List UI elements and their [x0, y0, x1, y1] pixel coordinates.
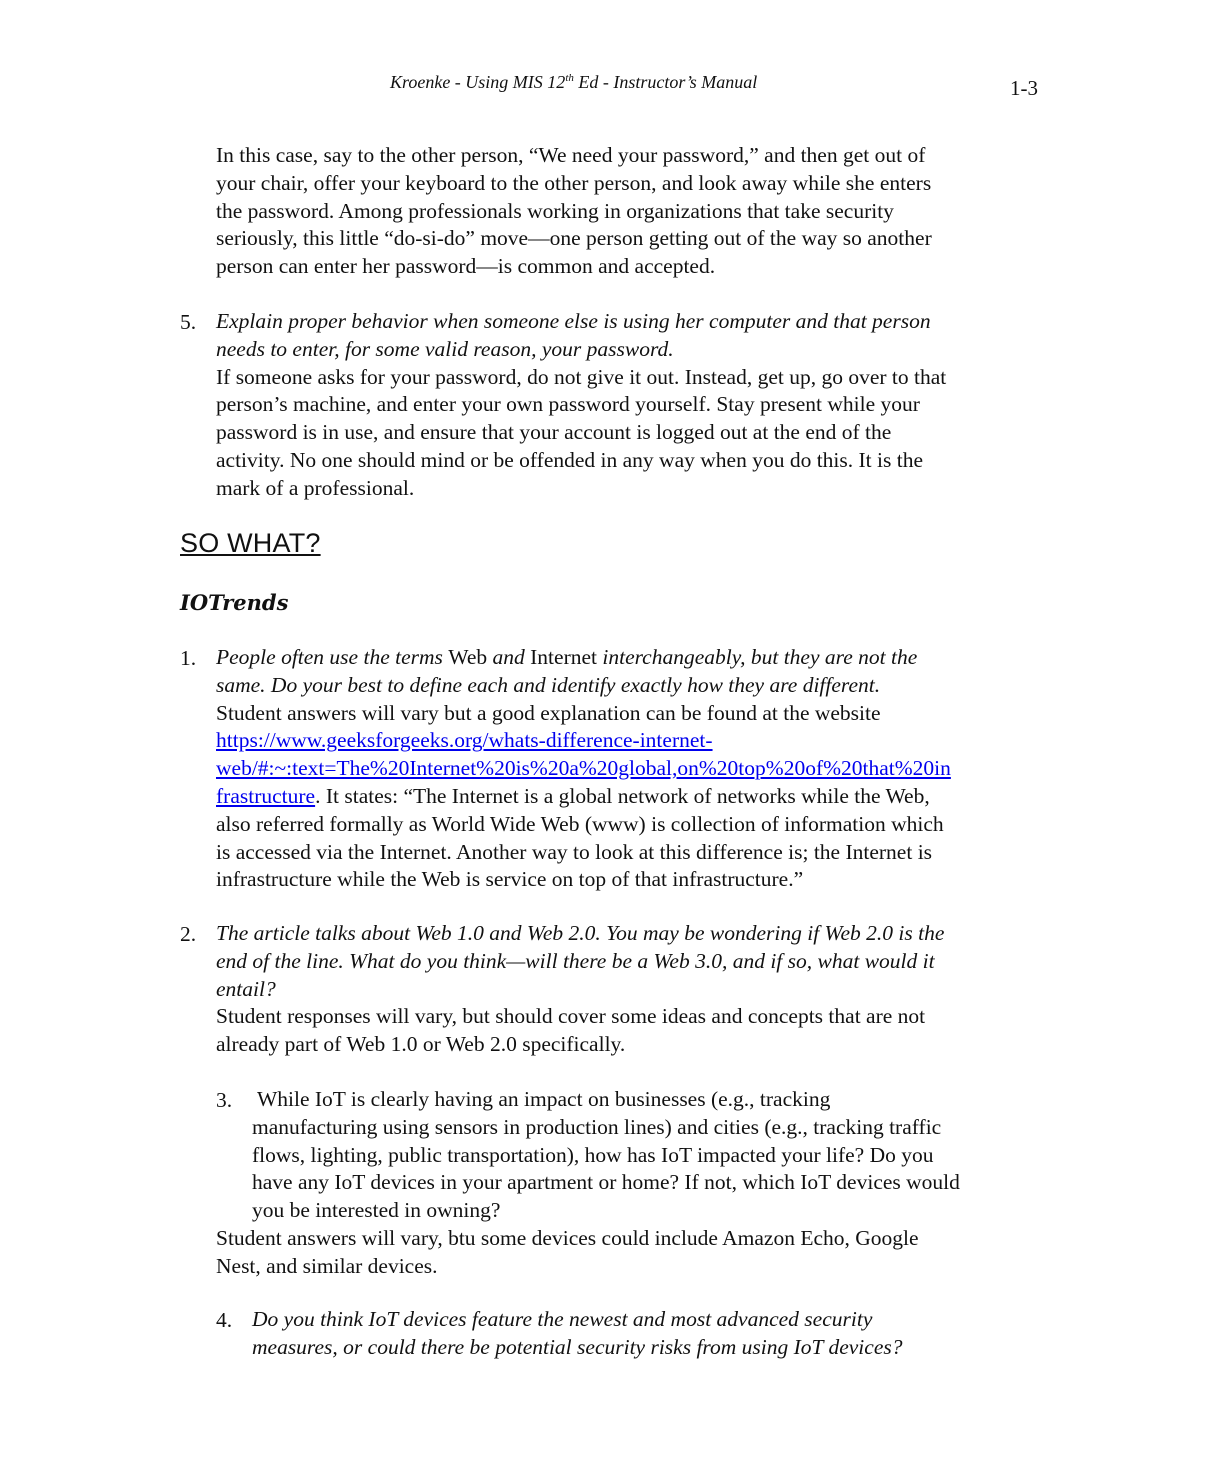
question-line: you be interested in owning?	[252, 1198, 501, 1223]
header-title-text: Kroenke - Using MIS 12	[390, 72, 566, 92]
question-text: interchangeably, but they are not the	[597, 645, 918, 669]
question-line: entail?	[216, 976, 276, 1001]
answer-line: person’s machine, and enter your own password yourself. Stay present while your	[216, 392, 920, 417]
section-heading: SO WHAT?	[180, 528, 321, 558]
answer-line: infrastructure while the Web is service on top of that infrastructure.”	[216, 867, 804, 892]
answer-line: Student answers will vary but a good explanation can be found at the website	[216, 700, 881, 725]
answer-line: password is in use, and ensure that your account is logged out at the end of the	[216, 420, 892, 445]
question-number: 5.	[180, 310, 197, 334]
header-title-sup: th	[565, 72, 574, 84]
answer-line: If someone asks for your password, do not give it out. Instead, get up, go over to that	[216, 364, 947, 389]
term-internet: Internet	[530, 645, 597, 669]
text-line: In this case, say to the other person, “We need your password,” and then get out of	[216, 143, 926, 167]
text-line: the password. Among professionals working in organizations that take security	[216, 198, 894, 223]
answer-line	[216, 755, 951, 783]
question-line: The article talks about Web 1.0 and Web 2.0. You may be wondering if Web 2.0 is the	[216, 921, 945, 945]
answer-line	[216, 783, 951, 811]
question-text: People often use the terms	[216, 645, 449, 669]
question-number: 2.	[180, 922, 197, 946]
sowhat-question-2	[216, 920, 944, 1059]
header-title	[390, 72, 757, 93]
answer-line: Student answers will vary, btu some devices could include Amazon Echo, Google	[216, 1226, 919, 1250]
sowhat-question-4	[252, 1306, 902, 1362]
section-subheading: IOTrends	[180, 590, 289, 615]
sowhat-answer-3	[216, 1225, 919, 1281]
reference-link[interactable]: web/#:~:text=The%20Internet%20is%20a%20global,on%20top%20of%20that%20in	[216, 756, 951, 781]
answer-text: . It states: “The Internet is a global network of networks while the Web,	[315, 783, 930, 808]
answer-line: already part of Web 1.0 or Web 2.0 specifically.	[216, 1032, 626, 1057]
question-line: Do you think IoT devices feature the newest and most advanced security	[252, 1307, 873, 1331]
answer-line: activity. No one should mind or be offended in any way when you do this. It is the	[216, 447, 923, 472]
question-line: While IoT is clearly having an impact on businesses (e.g., tracking	[252, 1087, 831, 1111]
question-line: measures, or could there be potential security risks from using IoT devices?	[252, 1334, 903, 1359]
term-web: Web	[448, 645, 488, 669]
question-number: 1.	[180, 646, 197, 670]
sowhat-question-3	[252, 1086, 960, 1225]
intro-paragraph	[216, 142, 932, 281]
question-line: needs to enter, for some valid reason, your password.	[216, 336, 674, 361]
question-number: 4.	[216, 1308, 233, 1332]
reference-link[interactable]: frastructure	[216, 783, 316, 808]
question-line: same. Do your best to define each and identify exactly how they are different.	[216, 672, 881, 697]
question-line: Explain proper behavior when someone else is using her computer and that person	[216, 309, 931, 333]
answer-line	[216, 727, 951, 755]
answer-line: is accessed via the Internet. Another way to look at this difference is; the Internet is	[216, 839, 933, 864]
question-5	[216, 308, 946, 503]
question-line	[216, 644, 951, 672]
question-line: have any IoT devices in your apartment or home? If not, which IoT devices would	[252, 1170, 960, 1195]
reference-link[interactable]: https://www.geeksforgeeks.org/whats-difference-internet-	[216, 728, 713, 753]
header-title-rest: Ed - Instructor’s Manual	[573, 72, 758, 92]
answer-line: also referred formally as World Wide Web (www) is collection of information which	[216, 811, 944, 836]
question-line: manufacturing using sensors in production lines) and cities (e.g., tracking traffic	[252, 1114, 942, 1139]
answer-line: Nest, and similar devices.	[216, 1253, 438, 1278]
question-line: end of the line. What do you think—will there be a Web 3.0, and if so, what would it	[216, 948, 935, 973]
question-text: and	[487, 645, 531, 669]
answer-line: mark of a professional.	[216, 475, 415, 500]
text-line: your chair, offer your keyboard to the other person, and look away while she enters	[216, 170, 932, 195]
question-number: 3.	[216, 1088, 233, 1112]
question-line: flows, lighting, public transportation), how has IoT impacted your life? Do you	[252, 1142, 934, 1167]
page-number: 1-3	[1010, 76, 1038, 100]
text-line: person can enter her password—is common and accepted.	[216, 254, 716, 279]
answer-line: Student responses will vary, but should cover some ideas and concepts that are not	[216, 1004, 926, 1029]
text-line: seriously, this little “do-si-do” move—one person getting out of the way so another	[216, 226, 932, 251]
sowhat-question-1	[216, 644, 951, 894]
